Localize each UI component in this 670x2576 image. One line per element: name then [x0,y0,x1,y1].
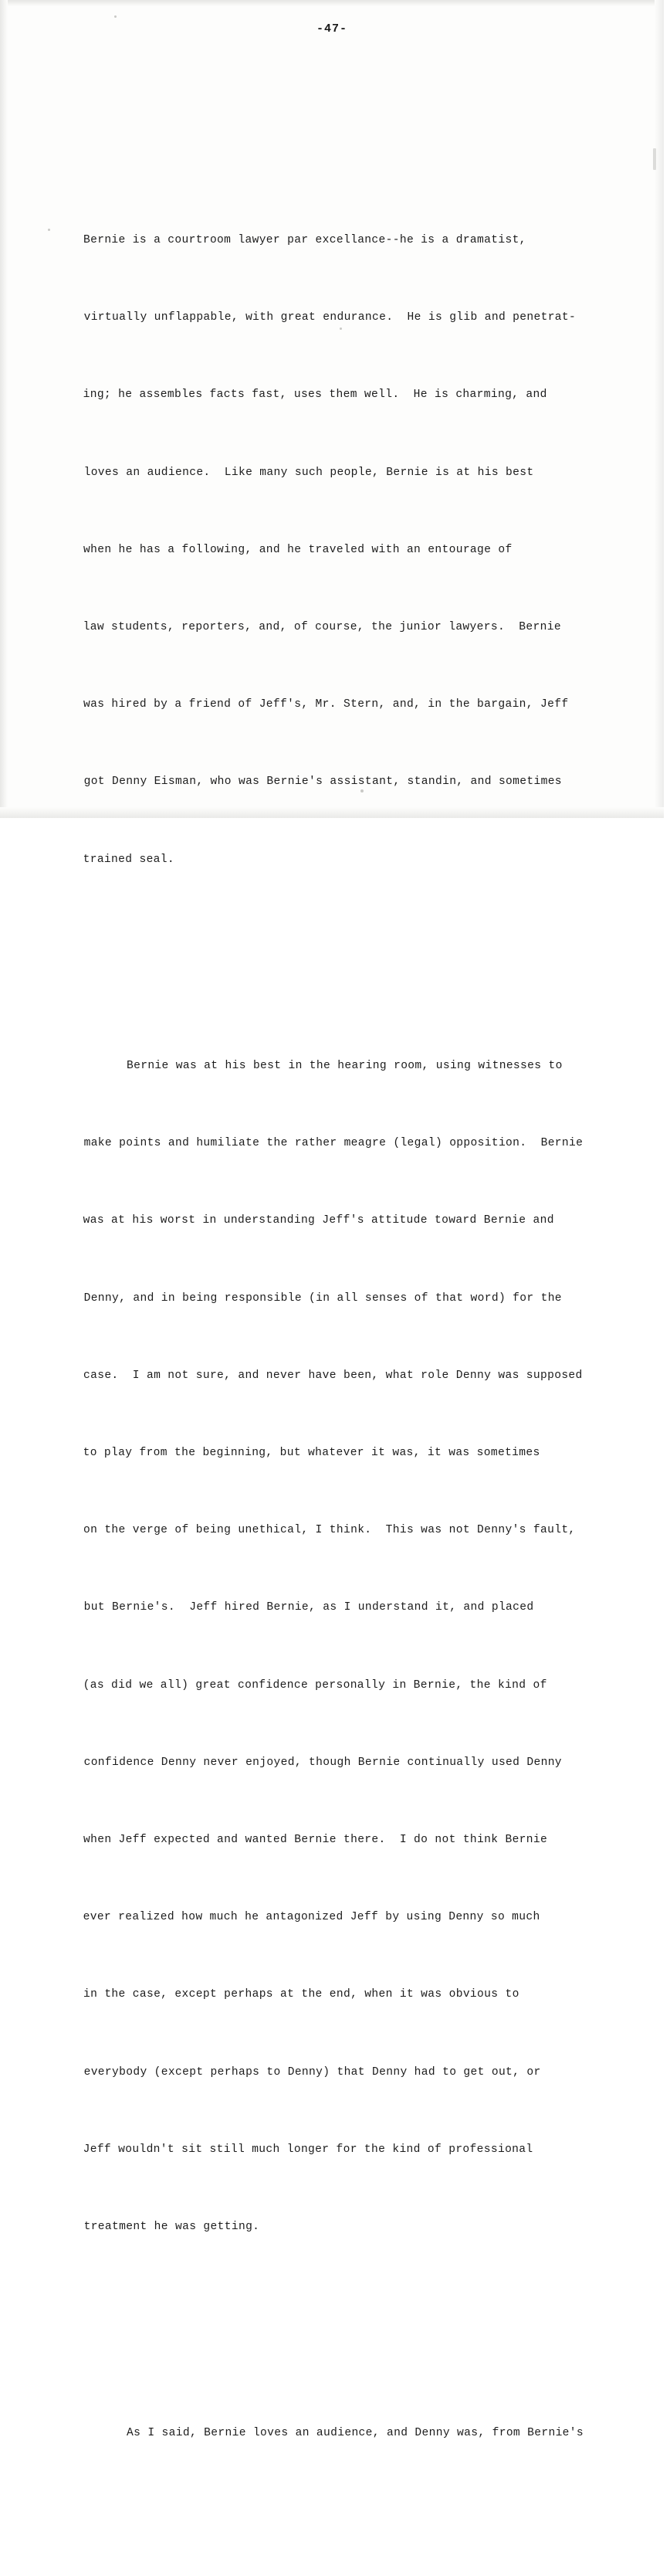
text-line: Bernie was at his best in the hearing room, using witnesses to [127,1059,563,1072]
paragraph [83,1002,670,2292]
text-line: As I said, Bernie loves an audience, and Denny was, from Bernie's [127,2427,584,2440]
scan-edge-top [0,0,664,6]
text-line: to play from the beginning, but whatever it was, it was sometimes [83,1446,540,1459]
document-body [83,99,670,2576]
scan-speck [48,229,50,231]
page-number: -47- [316,22,347,36]
text-line: was hired by a friend of Jeff's, Mr. Stern, and, in the bargain, Jeff [83,698,569,711]
text-line: make points and humiliate the rather meagre (legal) opposition. Bernie [83,1137,584,1150]
text-line: law students, reporters, and, of course, the junior lawyers. Bernie [83,621,561,634]
text-line: confidence Denny never enjoyed, though Bernie continually used Denny [83,1756,562,1769]
text-line: virtually unflappable, with great endurance. He is glib and penetrat- [83,311,577,324]
text-line: when Jeff expected and wanted Bernie there. I do not think Bernie [83,1833,548,1846]
text-line: in the case, except perhaps at the end, when it was obvious to [83,1988,519,2001]
text-line: was at his worst in understanding Jeff's attitude toward Bernie and [83,1214,554,1227]
text-line: trained seal. [83,853,175,866]
text-line: loves an audience. Like many such people, Bernie is at his best [83,466,534,479]
text-line: on the verge of being unethical, I think. This was not Denny's fault, [83,1524,576,1537]
text-line: ever realized how much he antagonized Jeff by using Denny so much [83,1911,540,1924]
text-line: case. I am not sure, and never have been, what role Denny was supposed [83,1369,583,1382]
text-line: Jeff wouldn't sit still much longer for the kind of professional [83,2143,533,2156]
text-line: Denny, and in being responsible (in all senses of that word) for the [83,1291,562,1305]
text-line: treatment he was getting. [83,2220,260,2233]
text-line: when he has a following, and he traveled with an entourage of [83,543,513,556]
text-line: Bernie is a courtroom lawyer par excellance--he is a dramatist, [83,234,526,247]
text-line: ing; he assembles facts fast, uses them well. He is charming, and [83,389,547,402]
paragraph [83,2369,670,2498]
text-line: but Bernie's. Jeff hired Bernie, as I understand it, and placed [83,1601,534,1614]
text-line: everybody (except perhaps to Denny) that Denny had to get out, or [83,2065,541,2079]
paragraph [83,176,670,925]
text-line: (as did we all) great confidence personally in Bernie, the kind of [83,1678,547,1692]
text-line: got Denny Eisman, who was Bernie's assistant, standin, and sometimes [83,776,562,789]
scan-speck [114,15,117,18]
scan-edge-left [0,0,8,818]
